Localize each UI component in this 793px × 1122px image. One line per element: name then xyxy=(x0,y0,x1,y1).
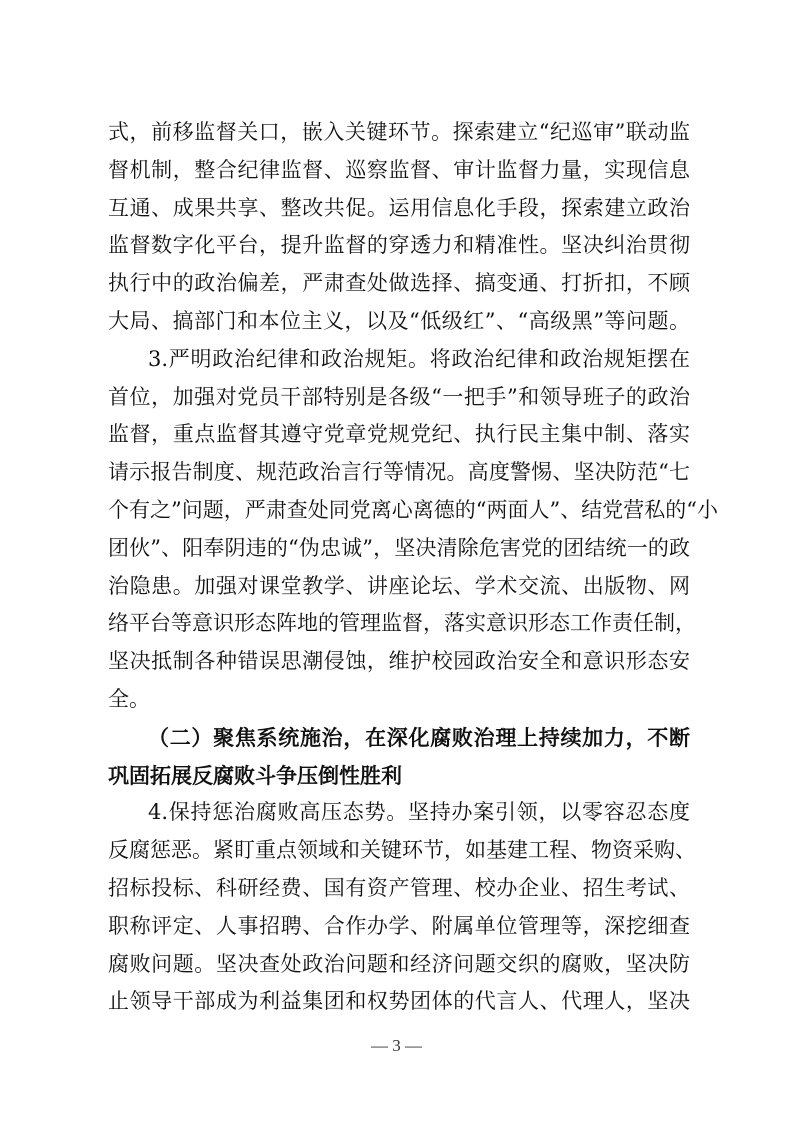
text-line: 首位，加强对党员干部特别是各级“一把手”和领导班子的政治 xyxy=(108,384,690,409)
text-line: 全。 xyxy=(108,686,150,711)
text-line: 络平台等意识形态阵地的管理监督，落实意识形态工作责任制， xyxy=(108,611,696,636)
text-line: 个有之”问题，严肃查处同党离心离德的“两面人”、结党营私的“小 xyxy=(108,497,718,522)
text-line: 反腐惩恶。紧盯重点领域和关键环节，如基建工程、物资采购、 xyxy=(108,838,696,863)
paragraph-item-4 xyxy=(108,794,696,1021)
text-line: 团伙”、阳奉阴违的“伪忠诚”，坚决清除危害党的团结统一的政 xyxy=(108,535,690,560)
page-number: — 3 — xyxy=(371,1036,422,1055)
text-line: 执行中的政治偏差，严肃查处做选择、搞变通、打折扣，不顾 xyxy=(108,271,690,296)
heading-line: 巩固拓展反腐败斗争压倒性胜利 xyxy=(108,762,402,788)
paragraph-item-3 xyxy=(108,341,718,719)
section-heading xyxy=(108,719,690,795)
text-line: 式，前移监督关口，嵌入关键环节。探索建立“纪巡审”联动监 xyxy=(108,120,690,144)
text-line: 坚决抵制各种错误思潮侵蚀，维护校园政治安全和意识形态安 xyxy=(108,649,690,674)
text-line: 监督数字化平台，提升监督的穿透力和精准性。坚决纠治贯彻 xyxy=(108,233,690,258)
document-body xyxy=(108,114,718,1021)
text-line: 止领导干部成为利益集团和权势团体的代言人、代理人，坚决 xyxy=(108,989,690,1014)
text-line: 4.保持惩治腐败高压态势。坚持办案引领，以零容忍态度 xyxy=(148,800,690,825)
text-line: 监督，重点监督其遵守党章党规党纪、执行民主集中制、落实 xyxy=(108,422,690,447)
text-line: 督机制，整合纪律监督、巡察监督、审计监督力量，实现信息 xyxy=(108,157,690,182)
text-line: 3.严明政治纪律和政治规矩。将政治纪律和政治规矩摆在 xyxy=(148,346,690,371)
text-line: 互通、成果共享、整改共促。运用信息化手段，探索建立政治 xyxy=(108,195,690,220)
text-line: 治隐患。加强对课堂教学、讲座论坛、学术交流、出版物、网 xyxy=(108,573,690,598)
text-line: 招标投标、科研经费、国有资产管理、校办企业、招生考试、 xyxy=(108,875,690,900)
heading-line: （二）聚焦系统施治，在深化腐败治理上持续加力，不断 xyxy=(148,724,690,750)
paragraph-continued xyxy=(108,114,690,341)
text-line: 大局、搞部门和本位主义，以及“低级红”、“高级黑”等问题。 xyxy=(108,308,690,333)
text-line: 职称评定、人事招聘、合作办学、附属单位管理等，深挖细查 xyxy=(108,913,690,938)
text-line: 请示报告制度、规范政治言行等情况。高度警惕、坚决防范“七 xyxy=(108,460,690,485)
text-line: 腐败问题。坚决查处政治问题和经济问题交织的腐败，坚决防 xyxy=(108,951,690,976)
